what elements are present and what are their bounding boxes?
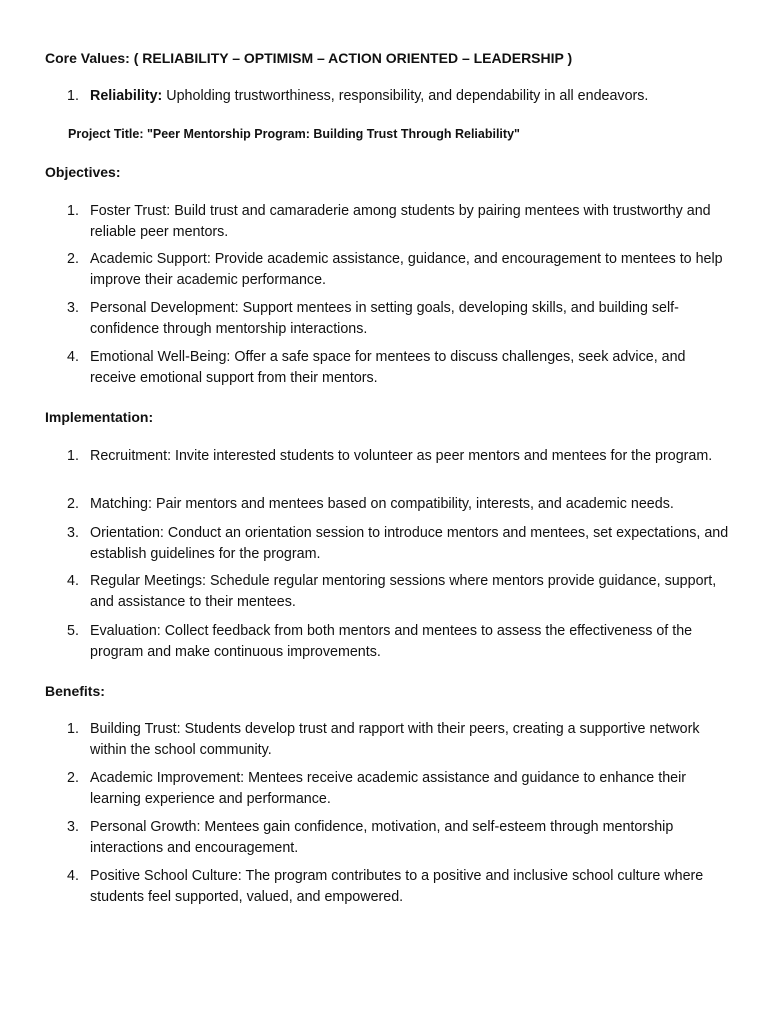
list-item-text: Emotional Well-Being: Offer a safe space for mentees to discuss challenges, seek advice, and receive emotional support from their mentors. xyxy=(90,349,686,386)
list-number: 3. xyxy=(67,525,79,541)
list-item-text: Evaluation: Collect feedback from both mentors and mentees to assess the effectiveness of the program and make continuous improvements. xyxy=(90,623,693,660)
list-item-text: Personal Development: Support mentees in setting goals, developing skills, and building self-confidence through mentorship interactions. xyxy=(90,300,679,337)
list-number: 2. xyxy=(67,251,79,267)
list-number: 1. xyxy=(67,721,79,737)
implementation-heading: Implementation: xyxy=(45,409,154,425)
value-label: Reliability: xyxy=(90,88,163,104)
list-number: 2. xyxy=(67,496,79,512)
list-number: 3. xyxy=(67,819,79,835)
list-number: 2. xyxy=(67,770,79,786)
list-item-text: Academic Support: Provide academic assistance, guidance, and encouragement to mentees to help improve their academic performance. xyxy=(90,251,723,288)
list-item-text: Positive School Culture: The program contributes to a positive and inclusive school culture where students feel supported, valued, and empowered. xyxy=(90,868,704,905)
list-item-text: Regular Meetings: Schedule regular mentoring sessions where mentors provide guidance, support, and assistance to their mentees. xyxy=(90,573,717,610)
list-number: 1. xyxy=(67,448,79,464)
list-item-text: Orientation: Conduct an orientation session to introduce mentors and mentees, set expectations, and establish guidelines for the program. xyxy=(90,525,729,562)
project-title: Project Title: "Peer Mentorship Program: Building Trust Through Reliability" xyxy=(68,127,520,141)
value-description: Upholding trustworthiness, responsibility, and dependability in all endeavors. xyxy=(162,88,649,104)
objectives-heading: Objectives: xyxy=(45,164,121,180)
list-number: 4. xyxy=(67,573,79,589)
list-item-text: Foster Trust: Build trust and camaraderie among students by pairing mentees with trustworthy and reliable peer mentors. xyxy=(90,203,711,240)
list-item-text: Matching: Pair mentors and mentees based on compatibility, interests, and academic needs. xyxy=(90,496,674,512)
core-values-heading: Core Values: ( RELIABILITY – OPTIMISM – ACTION ORIENTED – LEADERSHIP ) xyxy=(45,50,573,66)
list-item-text xyxy=(90,86,730,107)
list-item-text: Academic Improvement: Mentees receive academic assistance and guidance to enhance their learning experience and performance. xyxy=(90,770,687,807)
list-number: 3. xyxy=(67,300,79,316)
list-number: 4. xyxy=(67,868,79,884)
list-item-text: Building Trust: Students develop trust and rapport with their peers, creating a supportive network within the school community. xyxy=(90,721,700,758)
list-number: 5. xyxy=(67,623,79,639)
list-number: 4. xyxy=(67,349,79,365)
list-item-text: Recruitment: Invite interested students to volunteer as peer mentors and mentees for the program. xyxy=(90,448,713,464)
list-item-text: Personal Growth: Mentees gain confidence, motivation, and self-esteem through mentorship interactions and encouragement. xyxy=(90,819,674,856)
list-number: 1. xyxy=(67,203,79,219)
list-number: 1. xyxy=(67,88,79,104)
benefits-heading: Benefits: xyxy=(45,683,105,699)
